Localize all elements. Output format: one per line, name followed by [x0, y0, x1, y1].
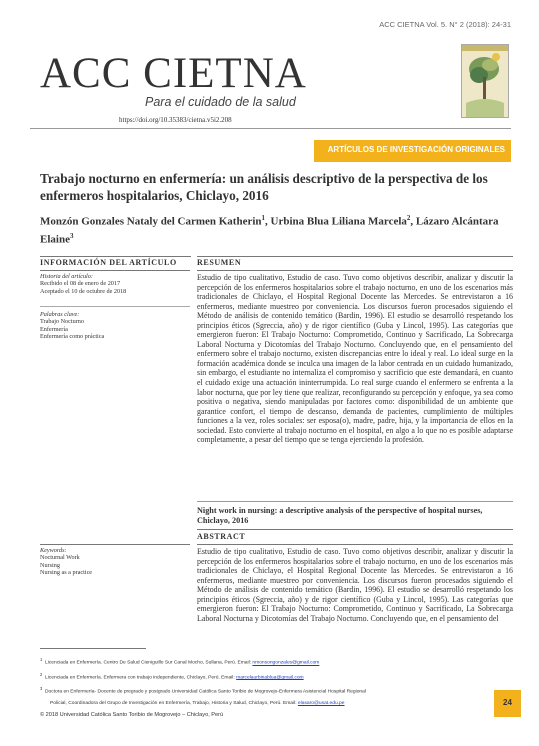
- header-rule: [30, 128, 511, 129]
- footnote-2: [40, 669, 520, 684]
- keywords-block: [40, 311, 190, 340]
- resumen-heading-rule: [197, 270, 513, 271]
- author-2-affiliation: 2: [406, 214, 411, 222]
- author-separator: ,: [410, 215, 416, 228]
- keyword-item: Enfermería: [40, 325, 68, 333]
- footnote-3-number: 3: [40, 686, 43, 692]
- author-1-affiliation: 1: [261, 214, 266, 222]
- keywords-label: Palabras clave:: [40, 311, 80, 318]
- copyright-footer: © 2018 Universidad Católica Santo Toribio de Mogrovejo – Chiclayo, Perú: [40, 712, 224, 718]
- article-title: Trabajo nocturno en enfermería: un análisis descriptivo de la perspectiva de los enfermeros hospitalarios, Chiclayo, 2016: [40, 171, 488, 203]
- history-rule: [40, 306, 190, 307]
- footnote-1-text: Licenciada en Enfermería. Centro De Salud Cieniguillo Sur Canal Mocho, Sullana, Perú. Email:: [45, 660, 253, 666]
- footnotes: [40, 654, 520, 709]
- footnote-1-email-link[interactable]: nmonsongonzales@gmail.com: [252, 660, 320, 666]
- journal-logo: ACC CIETNA: [40, 50, 307, 97]
- keyword-en-item: Nocturnal Work: [40, 554, 80, 562]
- footnote-2-text: Licenciada en Enfermería. Enfermera con trabajo independiente, Chiclayo, Perú. Email:: [45, 675, 237, 681]
- footnote-2-email-link[interactable]: marcelaurbinablua@gmail.com: [236, 675, 304, 681]
- author-1: Monzón Gonzales Nataly del Carmen Katherin: [40, 215, 262, 228]
- info-heading-rule: [40, 270, 190, 271]
- history-label: Historia del artículo:: [40, 273, 93, 280]
- page-number: 24: [503, 698, 512, 707]
- abstract-text: Estudio de tipo cualitativo, Estudio de caso. Tuvo como objetivos describir, analizar y discutir la percepción de los enfermeros hospitalarios sobre el trabajo nocturno, en uno de los escenarios más tradicionales de Chiclayo, el Hospital Regional Docente las Mercedes. Se entrevistaron a 16 enfermeros, mediante muestreo por conveniencia. Los discursos fueron procesados siguiendo el Método de análisis de contenido temático (Bardin, 1996). El estudio se desarrolló respetando los principios éticos (Sgreccia, año) y de rigor científico (Guba y Lincol, 1995). Las categorías que emergieron fueron: El Trabajo Nocturno: Comprometido, Continuo y Sacrificado, La Sobrecarga Laboral Nocturna y Dicotomías del Trabajo Nocturno. Concluyendo que, en el pensamiento del: [197, 547, 513, 623]
- received-date: Recibido el 08 de enero de 2017: [40, 280, 121, 288]
- doi-link[interactable]: https://doi.org/10.35383/cietna.v5i2.208: [119, 116, 232, 124]
- footnote-1-number: 1: [40, 657, 43, 662]
- article-info-heading: INFORMACIÓN DEL ARTÍCULO: [40, 258, 177, 267]
- author-separator: ,: [265, 215, 271, 228]
- keywords-en-rule: [40, 544, 190, 545]
- keyword-item: Enfermería como práctica: [40, 332, 105, 340]
- journal-reference: ACC CIETNA Vol. 5. N° 2 (2018): 24-31: [379, 20, 511, 29]
- footnote-3-text-cont: Policial, Coordinadora del Grupo de Investigación en Enfermería, Trabajo, Historia y Salud, Chiclayo, Perú. Email:: [50, 700, 298, 706]
- footnote-2-number: 2: [40, 671, 43, 677]
- abstract-heading: ABSTRACT: [197, 532, 246, 541]
- author-list: [40, 211, 520, 246]
- page-number-box: [494, 690, 521, 717]
- resumen-bottom-rule: [197, 501, 513, 502]
- cover-art-icon: [462, 45, 508, 117]
- accepted-date: Aceptado el 10 de octubre de 2018: [40, 287, 127, 295]
- footnote-rule: [40, 648, 146, 649]
- section-banner: [314, 140, 511, 162]
- journal-tagline: Para el cuidado de la salud: [145, 95, 296, 109]
- footnote-3-text: Doctora en Enfermería- Docente de pregrado y postgrado Universidad Católica Santo Toribio de Mogrovejo-Enfermera Asistencial Hospital Regional: [45, 689, 366, 695]
- abstract-heading-rule: [197, 544, 513, 545]
- keywords-en-block: [40, 547, 190, 576]
- author-3: Lázaro Alcántara Elaine: [40, 215, 499, 246]
- author-3-affiliation: 3: [69, 231, 74, 240]
- footnote-3-email-link[interactable]: elasaro@usat.edu.pe: [297, 700, 345, 706]
- abstract-top-rule: [197, 529, 513, 530]
- keywords-en-label: Keywords:: [40, 547, 67, 554]
- footnote-3-continued: [40, 698, 520, 709]
- resumen-text: Estudio de tipo cualitativo, Estudio de caso. Tuvo como objetivos describir, analizar y discutir la percepción de los enfermeros hospitalarios sobre el trabajo nocturno, en uno de los escenarios más tradicionales de Chiclayo, el Hospital Regional Docente las Mercedes. Se entrevistaron a 16 enfermeros, mediante muestreo por conveniencia. Los discursos fueron procesados siguiendo el Método de análisis de contenido temático (Bardin, 1996). El estudio se desarrolló respetando los principios éticos (Sgreccia, año) y de rigor científico (Guba y Lincol, 1995). Las categorías que emergieron fueron: El Trabajo Nocturno: Comprometido, Continuo y Sacrificado, La Sobrecarga Laboral Nocturna y Dicotomías del Trabajo Nocturno. Concluyendo que, en el pensamiento del enfermero sobre el trabajo nocturno, existen discrepancias entre lo ideal y real. Lo ideal surge en la formación académica donde se inculca una imagen de la labor centrada en un cuidado humanizado, sin embargo, el estudiante no internaliza el compromiso y sacrificio que este demandará, en cuanto el cuidado exige una actuación ininterrumpida. Lo real surge cuando el enfermero se enfrenta a la labor nocturna, que por ley tiene que realizar, reconfigurando su percepción y enfoque, ya sea como positiva o negativa, siendo manipuladas por factores como: disponibilidad de un ambiente que garantice confort, el tiempo de descanso, demanda de pacientes, cumplimiento de múltiples funciones a la vez, roles sociales: ser esposa(o), madre, padre, hija, y la importancia de ellos en la sociedad. Esto convierte al trabajo nocturno en el hospital, en algo a lo que no es posible adaptarse completamente, a pesar del tiempo que se tenga ejerciendo la profesión.: [197, 273, 513, 445]
- article-history: [40, 273, 190, 295]
- info-top-rule: [40, 256, 191, 257]
- author-2: Urbina Blua Liliana Marcela: [270, 215, 407, 228]
- keyword-en-item: Nursing: [40, 561, 60, 569]
- resumen-top-rule: [197, 256, 513, 257]
- resumen-heading: RESUMEN: [197, 258, 242, 267]
- footnote-1: [40, 654, 520, 669]
- keyword-item: Trabajo Nocturno: [40, 318, 84, 326]
- keyword-en-item: Nursing as a practice: [40, 568, 93, 576]
- section-banner-label: ARTÍCULOS DE INVESTIGACIÓN ORIGINALES: [327, 145, 505, 154]
- english-title: Night work in nursing: a descriptive analysis of the perspective of hospital nurses, Chiclayo, 2016: [197, 506, 483, 525]
- footnote-3: [40, 683, 520, 698]
- journal-cover-image: [461, 44, 509, 118]
